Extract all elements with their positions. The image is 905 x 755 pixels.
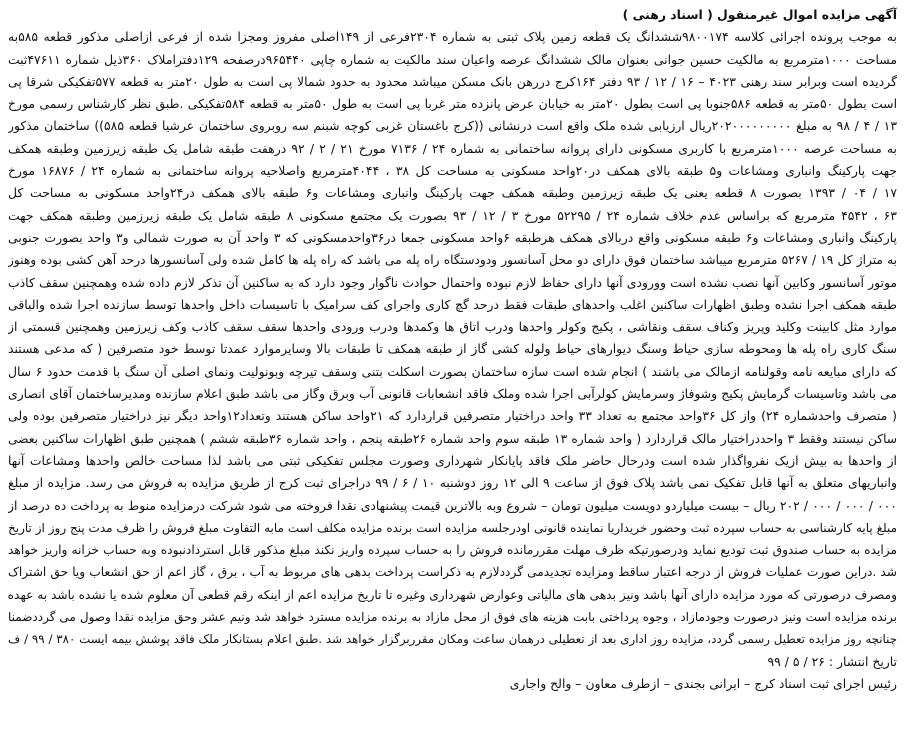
- notice-line: ومصرف درصورتی که مورد مزایده دارای آنها باشد ونیز بدهی های مالیاتی وعوارض شهرداری وغیره تا تاریخ مزایده اعم از اینکه رقم قطعی آن معلوم شده یا نشده باشد به عهده: [8, 587, 897, 602]
- notice-line: جهت پارکینگ وانباری ومشاعات و۵ طبقه بالای همکف در۲۰واحد مسکونی به مساحت کل ۳۸ ، ۴۰۴۴مترمربع واصلاحیه پروانه ساختمانی به شماره ۲۴ / ۱۶۸۷۶ مورخ: [8, 163, 897, 179]
- publish-date: تاریخ انتشار : ۲۶ / ۵ / ۹۹: [767, 653, 897, 669]
- notice-line: مبلغ پایه کارشناسی به حساب سپرده ثبت وحضور خریداریا نماینده قانونی اودرجلسه مزایده است برنده مزایده مکلف است مابه التفاوت مبلغ فروش را ظرف مدت پنج روز از تاریخ: [8, 520, 897, 535]
- notice-line: ۰۰۰ / ۰۰۰ / ۰۰۰ / ۲۰۲ ریال – بیست میلیاردو دویست میلیون تومان – شروع وبه بالاترین قیمت پیشنهادی نقدا فروخته می شود شرکت درمزایده منوط به پرداخت ده درصد از: [8, 497, 897, 513]
- notice-line: به موجب پرونده اجرائی کلاسه ۹۸۰۰۱۷۴ششدانگ یک قطعه زمین پلاک ثبتی به شماره ۲۳۰۴فرعی از ۱۴۹اصلی مفروز ومجزا شده از فرعی ازاصلی مذکور قطعه ۵۸۵به: [8, 29, 897, 45]
- notice-line: به متراژ کل ۱۹ / ۵۲۶۷ مترمربع میباشد ساختمان فوق دارای دو محل آسانسور ودودستگاه راه پله می باشد که راه پله ها کامل شده ولی آسانسورها درحد آهن کشی بوده وهنوز: [8, 253, 897, 268]
- notice-line: موارد مثل کابینت وکلید وپریز وکناف سقف ونقاشی ، پکیج وکولر واحدها ودرب اتاق ها وکمدها ودرب ورودی واحدها سقف سقف کاذب وکف زیرزمین وهمچنین قسمتی از: [8, 319, 897, 335]
- notice-title: آگهی مزایده اموال غیرمنقول ( اسناد رهنی ): [622, 7, 897, 22]
- notice-line: به مساحت عرصه ۱۰۰۰مترمربع با کاربری مسکونی دارای پروانه ساختمانی به شماره ۲۴ / ۷۱۳۶ مورخ ۲۱ / ۲ / ۹۲ درهفت طبقه شامل یک طبقه زیرزمین وطبقه همکف: [8, 140, 897, 156]
- notice-line: وانباریهای متعلق به آنها قابل تفکیک نمی باشد پلاک فوق از ساعت ۹ الی ۱۲ روز دوشنبه ۱۰ / ۶ / ۹۹ دراجرای ثبت کرج از طریق مزایده به فروش می رسد. مزایده از مبلغ: [8, 475, 897, 491]
- notice-line: ۶۳ ، ۴۵۴۲ مترمربع که براساس عدم خلاف شماره ۲۴ / ۵۲۲۹۵ مورخ ۳ / ۱۲ / ۹۳ بصورت یک مجتمع مسکونی ۸ طبقه شامل یک طبقه زیرزمین وطبقه همکف جهت: [8, 207, 897, 223]
- notice-line: مساحت ۱۰۰۰مترمربع به مالکیت حسین جوانی بعنوان مالک ششدانگ عرصه واعیان سند مالکیت به شماره چاپی ۹۶۵۴۴۰درصفحه ۱۲۹دفتراملاک ۳۶۰ذیل شماره ۴۷۶۱۱ثبت: [8, 51, 897, 67]
- notice-line: از واحدها به بیش ازیک نفرواگذار شده است ودرحال حاضر ملک فاقد پایانکار شهرداری وصورت مجلس تفکیکی ثبتی می باشد لذا مساحت خالص واحدها ومشاعات آنها: [8, 452, 897, 468]
- notice-line: ( متصرف واحدشماره ۲۴) واز کل ۳۶واحد مجتمع به تعداد ۳۳ واحد دراختیار متصرفین قراردارد که ۲۱واحد ساکن هستند وتعداد۱۲واحد دیگر نیز دراختیار متصرفین بوده ولی: [8, 408, 897, 424]
- notice-line: چنانچه روز مزایده تعطیل رسمی گردد، مزایده روز اداری بعد از تعطیلی درهمان ساعت ومکان مقرربرگزار خواهد شد .طبق اعلام بستانکار ملک فاقد پوشش بیمه ایست ۳۸۰ / ۹۹ / ف: [8, 632, 897, 647]
- notice-line: ساکن نیستند وفقط ۳ واحددراختیار مالک قراردارد ( واحد شماره ۱۳ طبقه سوم واحد شماره ۲۶طبقه پنجم ، واحد شماره ۳۶طبقه ششم ) همچنین طبق اظهارات ساکنین بعضی: [8, 431, 897, 446]
- notice-line: مزایده به حساب صندوق ثبت تودیع نماید ودرصورتیکه ظرف مهلت مقررمانده فروش را به حساب سپرده واریز نکند مبلغ مذکور قابل استردادنبوده وبه حساب خزانه واریز خواهد: [8, 543, 897, 558]
- notice-line: طبقه همکف اجرا نشده وطبق اظهارات ساکنین اغلب واحدهای طبقات فقط درحد گچ کاری واجرای کف سرامیک با تاسیسات داخل واحدها توسط سازنده اجرا شده والباقی: [8, 296, 897, 312]
- notice-line: ۱۷ / ۰۴ / ۱۳۹۳ بصورت ۸ قطعه یعنی یک طبقه زیرزمین وطبقه همکف جهت پارکینگ وانباری ومشاعات و۶ طبقه بالای همکف در۲۴واحد مسکونی به مساحت کل: [8, 185, 897, 201]
- notice-line: ۱۳ / ۴ / ۹۸ به مبلغ ۲۰۲۰۰۰۰۰۰۰۰۰ریال ارزیابی شده ملک واقع است درنشانی ((کرج باغستان غربی کوچه شبنم سه روبروی ساختمان عرشیا قطعه ۵۸۵)) ساختمان مذکور: [8, 118, 897, 134]
- notice-line: شد .دراین صورت عملیات فروش از درجه اعتبار ساقط ومزایده تجدیدمی گرددلازم به ذکراست پرداخت بدهی های مربوط به آب ، برق ، گاز اعم از حق انشعاب ویا حق اشتراک: [8, 565, 897, 580]
- notice-line: می باشد وتاسیسات گرمایش پکیج وشوفاژ وسرمایش کولرآبی اجرا شده وملک فاقد انشعابات قانونی آب وبرق وگاز می باشد طبق اعلام سازنده ومدیرساختمان آقای انصاری: [8, 386, 897, 402]
- notice-line: گردیده است وبرابر سند رهنی ۴۰۲۳ – ۱۶ / ۱۲ / ۹۳ دفتر ۱۶۴کرج دررهن بانک مسکن میباشد محدود به حدود شمالا پی است به طول ۲۰متر به قطعه ۵۷۷تفکیکی شرقا پی: [8, 73, 897, 89]
- notice-line: است بطول ۵۰متر به قطعه ۵۸۶جنوبا پی است بطول ۲۰متر به خیابان عرض پانزده متر غربا پی است به طول ۵۰متر به قطعه ۵۸۴تفکیکی .طبق نظر کارشناس رسمی مورخ: [8, 96, 897, 112]
- auction-notice: [8, 4, 897, 751]
- notice-line: موتور آسانسور وکابین آنها نصب نشده است وورودی آنها دارای حفاظ لازم نبوده واحتمال حوادث ناگوار وجود دارد که به ساکنین آن تذکر لازم داده شده وهمچنین سقف کاذب: [8, 274, 897, 290]
- notice-line: پارکینگ وانباری ومشاعات و۶ طبقه مسکونی واقع دربالای همکف هرطبقه ۶واحد مسکونی جمعا در۳۶واحدمسکونی که ۳ واحد آن به صورت شمالی و۳ واحد بصورت جنوبی: [8, 229, 897, 245]
- signature-line: رئیس اجرای ثبت اسناد کرج – ایرانی بجندی – ازطرف معاون – والح واجاری: [509, 675, 897, 691]
- notice-line: که دارای مبایعه نامه وقولنامه ازمالک می باشند ) انجام شده است سازه ساختمان بصورت اسکلت بتنی وسقف تیرچه وبونولیت ونمای اصلی آن سنگ با قدمت حدود ۶ سال: [8, 363, 897, 379]
- notice-line: سنگ کاری راه پله ها ومحوطه سازی حیاط وسنگ دیوارهای حیاط ولوله کشی گاز از طبقه همکف تا طبقات بالا وسایرموارد عمدتا توسط خود متصرفین ( که مدعی هستند: [8, 341, 897, 357]
- notice-line: برنده مزایده است ونیز درصورت وجودمازاد ، وجوه پرداختی بابت هزینه های فوق از محل مازاد به برنده مزایده مسترد خواهد شد ونیم عشر وحق مزایده نقدا وصول می گرددضمنا: [8, 610, 897, 625]
